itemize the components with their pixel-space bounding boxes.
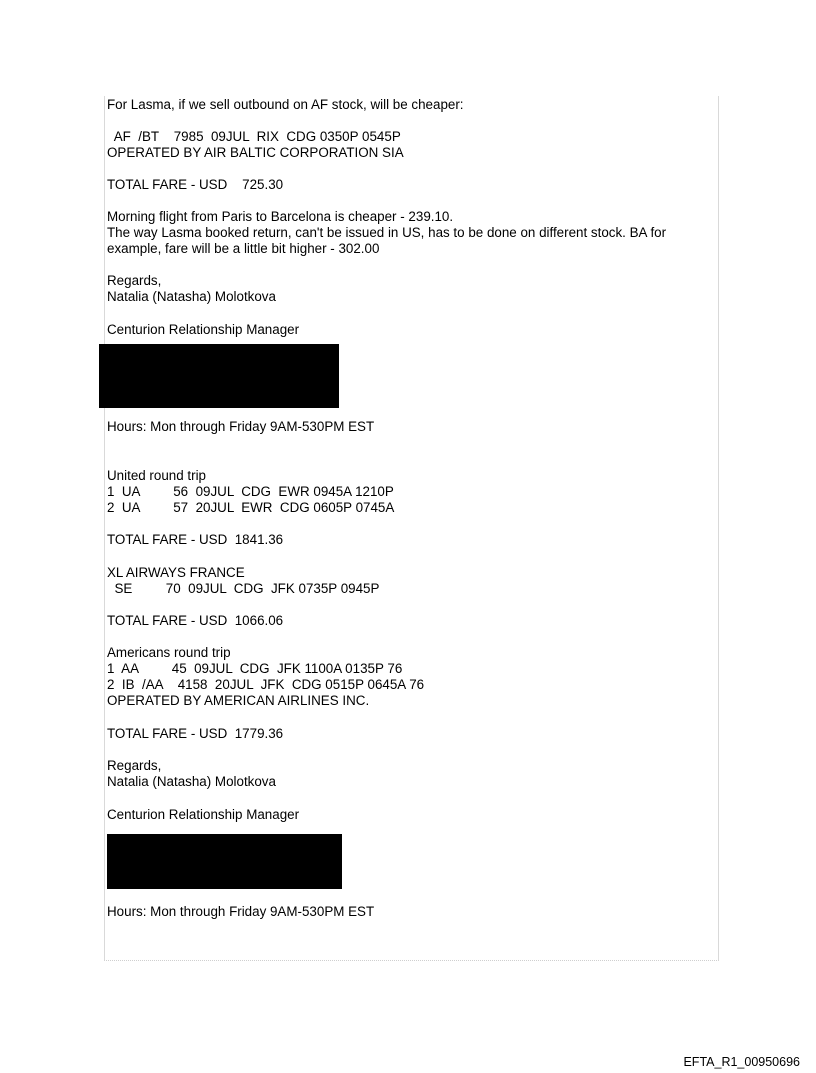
regards-text: Regards, (107, 273, 162, 288)
american-total-fare: TOTAL FARE - USD 1779.36 (107, 726, 284, 741)
american-operated-line: OPERATED BY AMERICAN AIRLINES INC. (107, 693, 370, 708)
af-total-fare: TOTAL FARE - USD 725.30 (107, 177, 284, 192)
redaction-block (107, 834, 342, 889)
af-operated-line: OPERATED BY AIR BALTIC CORPORATION SIA (107, 145, 404, 160)
intro-text: For Lasma, if we sell outbound on AF stock, will be cheaper: (107, 97, 464, 112)
signature-name: Natalia (Natasha) Molotkova (107, 289, 276, 304)
united-leg-1: 1 UA 56 09JUL CDG EWR 0945A 1210P (107, 484, 394, 499)
united-leg-2: 2 UA 57 20JUL EWR CDG 0605P 0745A (107, 500, 395, 515)
hours-text: Hours: Mon through Friday 9AM-530PM EST (107, 419, 375, 434)
morning-flight-note: Morning flight from Paris to Barcelona is cheaper - 239.10. (107, 209, 454, 224)
signature-name: Natalia (Natasha) Molotkova (107, 774, 276, 789)
signature-title: Centurion Relationship Manager (107, 807, 300, 822)
united-header: United round trip (107, 468, 206, 483)
af-flight-line: AF /BT 7985 09JUL RIX CDG 0350P 0545P (107, 129, 401, 144)
redaction-block (99, 344, 339, 408)
document-id: EFTA_R1_00950696 (683, 1055, 800, 1069)
xl-airways-leg: SE 70 09JUL CDG JFK 0735P 0945P (107, 581, 380, 596)
hours-text: Hours: Mon through Friday 9AM-530PM EST (107, 904, 375, 919)
lasma-return-note-line-2: example, fare will be a little bit higher - 302.00 (107, 241, 380, 256)
xl-airways-total-fare: TOTAL FARE - USD 1066.06 (107, 613, 284, 628)
united-total-fare: TOTAL FARE - USD 1841.36 (107, 532, 284, 547)
xl-airways-header: XL AIRWAYS FRANCE (107, 565, 245, 580)
signature-title: Centurion Relationship Manager (107, 322, 300, 337)
regards-text: Regards, (107, 758, 162, 773)
american-leg-1: 1 AA 45 09JUL CDG JFK 1100A 0135P 76 (107, 661, 403, 676)
american-leg-2: 2 IB /AA 4158 20JUL JFK CDG 0515P 0645A 76 (107, 677, 425, 692)
american-header: Americans round trip (107, 645, 231, 660)
lasma-return-note-line-1: The way Lasma booked return, can't be issued in US, has to be done on different stock. BA for (107, 225, 667, 240)
